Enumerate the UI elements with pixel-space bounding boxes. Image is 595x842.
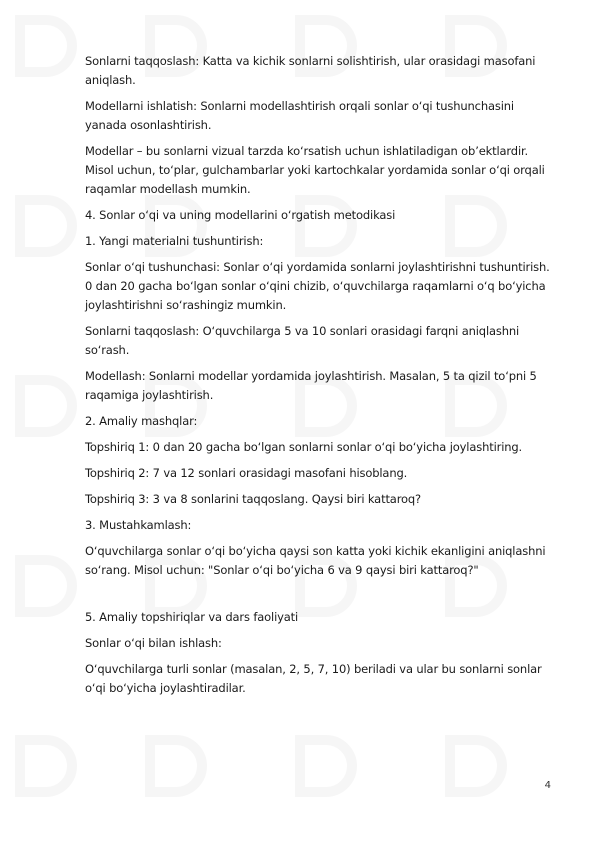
paragraph-comparing-numbers: Sonlarni taqqoslash: Katta va kichik sonlarni solishtirish, ular orasidagi masofani aniqlash. — [85, 54, 536, 87]
task-2: Topshiriq 2: 7 va 12 sonlari orasidagi masofani hisoblang. — [85, 466, 408, 480]
task-3: Topshiriq 3: 3 va 8 sonlarini taqqoslang. Qaysi biri kattaroq? — [85, 492, 422, 506]
paragraph-models-definition: Modellar – bu sonlarni vizual tarzda ko‘rsatish uchun ishlatiladigan ob’ektlardir. Misol uchun, to‘plar, gulchambarlar yoki kartochkalar yordamida sonlar o‘qi orqali raqamlar modellash mumkin. — [85, 144, 545, 196]
paragraph-using-models: Modellarni ishlatish: Sonlarni modellashtirish orqali sonlar o‘qi tushunchasini yanada osonlashtirish. — [85, 99, 514, 132]
subheading-practical-exercises: 2. Amaliy mashqlar: — [85, 414, 198, 428]
paragraph-modelling: Modellash: Sonlarni modellar yordamida joylashtirish. Masalan, 5 ta qizil to‘pni 5 raqamiga joylashtirish. — [85, 369, 537, 402]
document-body — [85, 52, 555, 705]
paragraph-number-line-work: O‘quvchilarga turli sonlar (masalan, 2, 5, 7, 10) beriladi va ular bu sonlarni sonlar o‘qi bo‘yicha joylashtiradilar. — [85, 662, 542, 695]
task-1: Topshiriq 1: 0 dan 20 gacha bo‘lgan sonlarni sonlar o‘qi bo‘yicha joylashtiring. — [85, 440, 523, 454]
subheading-number-line-work: Sonlar o‘qi bilan ishlash: — [85, 636, 222, 650]
subheading-new-material: 1. Yangi materialni tushuntirish: — [85, 234, 264, 248]
section-heading-practical-tasks: 5. Amaliy topshiriqlar va dars faoliyati — [85, 610, 299, 624]
paragraph-consolidation: O‘quvchilarga sonlar o‘qi bo‘yicha qaysi son katta yoki kichik ekanligini aniqlashni so‘rang. Misol uchun: "Sonlar o‘qi bo‘yicha 6 va 9 qaysi biri kattaroq?" — [85, 544, 546, 577]
page-number: 4 — [544, 780, 551, 791]
section-heading-methodology: 4. Sonlar o‘qi va uning modellarini o‘rgatish metodikasi — [85, 208, 396, 222]
paragraph-comparing-task: Sonlarni taqqoslash: O‘quvchilarga 5 va 10 sonlari orasidagi farqni aniqlashni so‘rash. — [85, 324, 520, 357]
subheading-consolidation: 3. Mustahkamlash: — [85, 518, 192, 532]
paragraph-number-line-concept: Sonlar o‘qi tushunchasi: Sonlar o‘qi yordamida sonlarni joylashtirishni tushuntirish. 0 dan 20 gacha bo‘lgan sonlar o‘qini chizib, o‘quvchilarga raqamlarni o‘q bo‘yicha joylashtirishni so‘rashingiz mumkin. — [85, 260, 550, 312]
